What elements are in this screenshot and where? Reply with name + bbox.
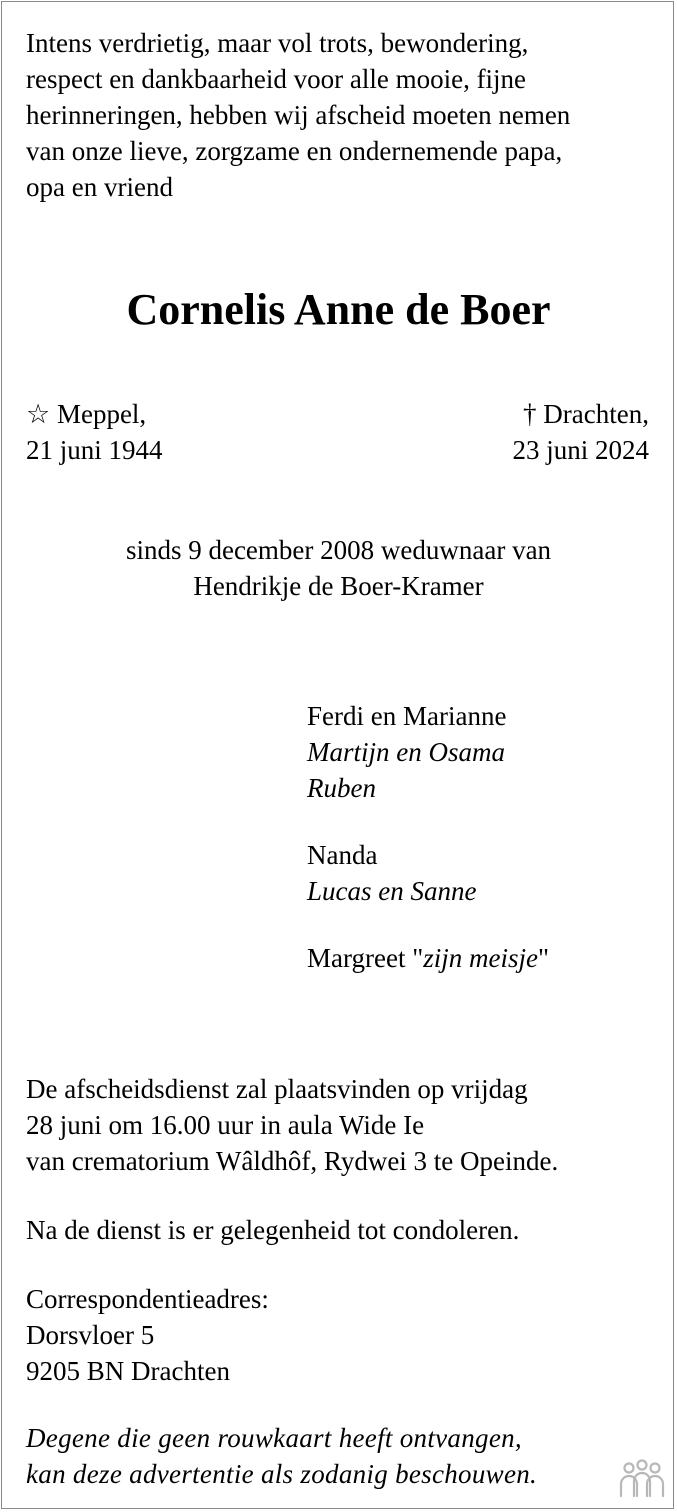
family-parent: Nanda — [307, 840, 378, 870]
partner-name: Margreet — [307, 943, 406, 973]
spouse-name: Hendrikje de Boer-Kramer — [193, 571, 484, 601]
address-label: Correspondentieadres: — [26, 1284, 269, 1314]
people-group-icon — [618, 1458, 666, 1498]
family-list — [307, 698, 549, 976]
service-line: 28 juni om 16.00 uur in aula Wide Ie — [26, 1110, 425, 1140]
quote-open: " — [412, 943, 424, 973]
deceased-name: Cornelis Anne de Boer — [126, 285, 551, 334]
service-details — [26, 1071, 558, 1179]
intro-line: opa en vriend — [26, 172, 173, 202]
intro-text — [26, 25, 570, 205]
intro-line: van onze lieve, zorgzame en ondernemende papa, — [26, 136, 563, 166]
death-date: 23 juni 2024 — [512, 435, 649, 465]
service-line: van crematorium Wâldhôf, Rydwei 3 te Opeinde. — [26, 1146, 559, 1176]
intro-line: respect en dankbaarheid voor alle mooie, fijne — [26, 64, 527, 94]
death-place: † Drachten, — [523, 399, 649, 429]
family-grandchild: Ruben — [307, 773, 376, 803]
address-street: Dorsvloer 5 — [26, 1320, 155, 1350]
birth-place: ☆ Meppel, — [26, 399, 147, 429]
family-grandchildren: Martijn en Osama — [307, 737, 505, 767]
address-city: 9205 BN Drachten — [26, 1356, 230, 1386]
family-partner — [307, 940, 549, 976]
death-info — [512, 396, 649, 468]
correspondence-address — [26, 1281, 269, 1389]
quote-close: " — [538, 943, 550, 973]
condolence-note: Na de dienst is er gelegenheid tot condoleren. — [26, 1215, 520, 1245]
birth-date: 21 juni 1944 — [26, 435, 163, 465]
intro-line: herinneringen, hebben wij afscheid moeten nemen — [26, 100, 571, 130]
footer-line: kan deze advertentie als zodanig beschouwen. — [26, 1459, 538, 1489]
birth-info — [26, 396, 163, 468]
widower-statement — [0, 532, 677, 604]
widower-line: sinds 9 december 2008 weduwnaar van — [125, 535, 552, 565]
family-grandchildren: Lucas en Sanne — [307, 876, 477, 906]
footer-note — [26, 1420, 537, 1492]
family-parents: Ferdi en Marianne — [307, 701, 507, 731]
partner-nickname: zijn meisje — [423, 943, 538, 973]
footer-line: Degene die geen rouwkaart heeft ontvangen, — [26, 1423, 522, 1453]
intro-line: Intens verdrietig, maar vol trots, bewondering, — [26, 28, 529, 58]
service-line: De afscheidsdienst zal plaatsvinden op vrijdag — [26, 1074, 528, 1104]
